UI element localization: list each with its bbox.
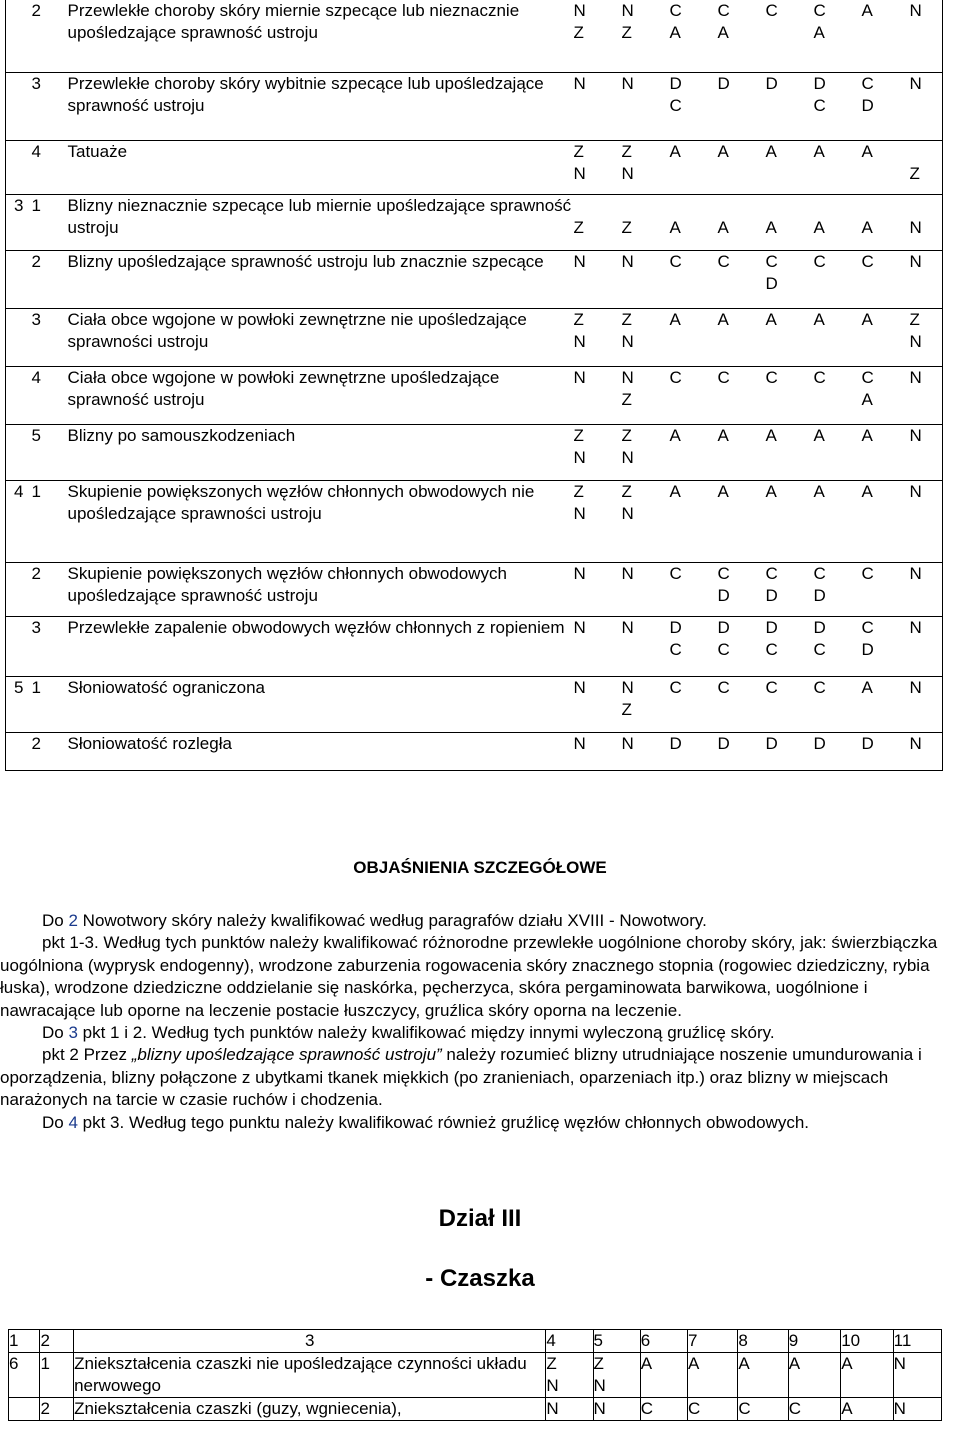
column-header: 5: [593, 1330, 640, 1353]
category-cell: A: [668, 308, 716, 366]
category-cell: A: [812, 424, 860, 480]
category-cell: N Z: [620, 366, 668, 424]
row-number: [6, 308, 32, 366]
row-description: Przewlekłe choroby skóry wybitnie szpecące lub upośledzające sprawność ustroju: [52, 72, 572, 140]
row-description: Przewlekłe choroby skóry miernie szpecące lub nieznacznie upośledzające sprawność ustroju: [52, 0, 572, 72]
category-cell: N: [908, 480, 943, 562]
category-cell: Z: [572, 194, 620, 250]
category-cell: N: [572, 732, 620, 770]
note-2: pkt 1-3. Według tych punktów należy kwalifikować różnorodne przewlekłe uogólnione choroby skóry, jak: świerzbiączka uogólniona (wyprysk endogenny), wrodzone zaburzenia rogowacenia skóry znacznego stopnia (rogowiec dziedziczny, rybia łuska), wrodzone dziedziczne oddzielanie się naskórka, pęcherzyca, skóra pergaminowata barwikowa, uogólnione i nawracające lub oporne na leczenie postacie łuszczycy, gruźlica skóry oporna na leczenie.: [0, 933, 938, 1020]
category-cell: D: [860, 732, 908, 770]
row-number: [6, 366, 32, 424]
category-cell: N: [572, 562, 620, 616]
table-row: [6, 250, 943, 308]
table-row: [9, 1398, 942, 1421]
category-cell: C D: [764, 562, 812, 616]
category-cell: A: [668, 140, 716, 194]
table-row: [6, 0, 943, 72]
category-cell: C: [812, 676, 860, 732]
category-cell: C: [764, 676, 812, 732]
column-header: 2: [40, 1330, 74, 1353]
category-cell: N: [572, 250, 620, 308]
category-cell: Z N: [572, 480, 620, 562]
category-cell: N: [572, 676, 620, 732]
category-cell: C: [716, 250, 764, 308]
row-number: 1: [32, 676, 52, 732]
category-cell: N: [620, 562, 668, 616]
category-cell: N: [893, 1353, 941, 1398]
row-number: 4: [32, 366, 52, 424]
detailed-notes: [0, 910, 950, 1134]
category-cell: C: [788, 1398, 840, 1421]
category-cell: N: [593, 1398, 640, 1421]
category-cell: C: [764, 366, 812, 424]
category-cell: Z: [908, 140, 943, 194]
column-header: 11: [893, 1330, 941, 1353]
category-cell: C: [640, 1398, 687, 1421]
category-cell: Z N: [572, 308, 620, 366]
row-number: 5: [32, 424, 52, 480]
category-cell: Z N: [620, 480, 668, 562]
row-number: 5: [6, 676, 32, 732]
row-number: 4: [6, 480, 32, 562]
table-row: [6, 140, 943, 194]
category-cell: A: [738, 1353, 788, 1398]
category-cell: A: [716, 308, 764, 366]
category-cell: C: [812, 366, 860, 424]
category-cell: N Z: [572, 0, 620, 72]
row-description: Ciała obce wgojone w powłoki zewnętrzne upośledzające sprawność ustroju: [52, 366, 572, 424]
row-number: [6, 732, 32, 770]
category-cell: A: [764, 194, 812, 250]
category-cell: A: [788, 1353, 840, 1398]
category-cell: N: [620, 616, 668, 676]
category-cell: N: [893, 1398, 941, 1421]
row-description: Tatuaże: [52, 140, 572, 194]
column-header: 3: [74, 1330, 546, 1353]
category-cell: N: [908, 616, 943, 676]
column-header: 1: [9, 1330, 40, 1353]
row-number: [6, 424, 32, 480]
row-number: 3: [32, 308, 52, 366]
category-cell: A: [860, 140, 908, 194]
table-row: [6, 562, 943, 616]
table-row: [6, 308, 943, 366]
row-number: 1: [40, 1353, 74, 1398]
category-cell: C: [764, 0, 812, 72]
category-cell: D C: [716, 616, 764, 676]
row-description: Przewlekłe zapalenie obwodowych węzłów chłonnych z ropieniem: [52, 616, 572, 676]
category-cell: A: [860, 194, 908, 250]
category-cell: D C: [812, 616, 860, 676]
category-cell: A: [841, 1398, 893, 1421]
section-subtitle: - Czaszka: [425, 1265, 535, 1292]
row-number: 2: [32, 732, 52, 770]
row-number: [6, 562, 32, 616]
category-cell: A: [764, 424, 812, 480]
table-row: [6, 676, 943, 732]
category-cell: A: [860, 424, 908, 480]
category-cell: N: [620, 732, 668, 770]
category-cell: C D: [716, 562, 764, 616]
category-cell: Z N: [572, 424, 620, 480]
table-row: [6, 732, 943, 770]
category-cell: C A: [668, 0, 716, 72]
category-cell: C D: [812, 562, 860, 616]
category-cell: A: [812, 140, 860, 194]
category-cell: A: [668, 480, 716, 562]
category-cell: A: [668, 424, 716, 480]
row-number: [6, 616, 32, 676]
category-cell: N: [620, 72, 668, 140]
category-cell: A: [812, 194, 860, 250]
row-description: Skupienie powiększonych węzłów chłonnych obwodowych nie upośledzające sprawności ustroju: [52, 480, 572, 562]
category-cell: N: [908, 562, 943, 616]
row-number: [6, 72, 32, 140]
row-number: 2: [32, 250, 52, 308]
category-cell: N: [908, 424, 943, 480]
category-cell: N: [908, 732, 943, 770]
row-description: Blizny upośledzające sprawność ustroju lub znacznie szpecące: [52, 250, 572, 308]
column-header: 9: [788, 1330, 840, 1353]
category-cell: A: [716, 140, 764, 194]
row-number: 1: [32, 194, 52, 250]
category-cell: C: [812, 250, 860, 308]
category-cell: C A: [716, 0, 764, 72]
category-cell: Z N: [546, 1353, 593, 1398]
row-number: [6, 250, 32, 308]
category-cell: A: [668, 194, 716, 250]
category-cell: C: [687, 1398, 737, 1421]
row-number: [9, 1398, 40, 1421]
note-4: pkt 2 Przez „blizny upośledzające sprawność ustroju” należy rozumieć blizny utrudniające noszenie umundurowania i oporządzenia, blizny połączone z ubytkami tkanek miękkich (po zranieniach, oparzeniach itp.) oraz blizny w miejscach narażonych na tarcie w czasie ruchów i chodzenia.: [0, 1045, 922, 1110]
category-cell: A: [764, 308, 812, 366]
category-cell: C: [738, 1398, 788, 1421]
row-description: Słoniowatość rozległa: [52, 732, 572, 770]
category-cell: Z: [620, 194, 668, 250]
category-cell: Z N: [620, 308, 668, 366]
category-cell: D C: [764, 616, 812, 676]
row-description: Blizny nieznacznie szpecące lub miernie upośledzające sprawność ustroju: [52, 194, 572, 250]
note-1: Do 2 Nowotwory skóry należy kwalifikować według paragrafów działu XVIII - Nowotwory.: [42, 911, 707, 930]
category-cell: D C: [668, 72, 716, 140]
qualification-table: [5, 0, 943, 771]
row-description: Zniekształcenia czaszki nie upośledzające czynności układu nerwowego: [74, 1353, 546, 1398]
table-row: [6, 72, 943, 140]
category-cell: C: [668, 676, 716, 732]
category-cell: N Z: [620, 676, 668, 732]
row-description: Skupienie powiększonych węzłów chłonnych obwodowych upośledzające sprawność ustroju: [52, 562, 572, 616]
category-cell: C: [668, 250, 716, 308]
category-cell: C: [668, 562, 716, 616]
category-cell: N: [546, 1398, 593, 1421]
category-cell: Z N: [620, 424, 668, 480]
category-cell: C: [668, 366, 716, 424]
row-number: 6: [9, 1353, 40, 1398]
category-cell: D: [668, 732, 716, 770]
category-cell: N: [908, 72, 943, 140]
category-cell: N: [908, 0, 943, 72]
category-cell: A: [860, 0, 908, 72]
category-cell: C D: [764, 250, 812, 308]
category-cell: A: [860, 480, 908, 562]
category-cell: Z N: [572, 140, 620, 194]
category-cell: N: [908, 194, 943, 250]
row-description: Zniekształcenia czaszki (guzy, wgniecenia),: [74, 1398, 546, 1421]
notes-heading: OBJAŚNIENIA SZCZEGÓŁOWE: [353, 858, 607, 877]
category-cell: C: [860, 562, 908, 616]
category-cell: N: [572, 72, 620, 140]
category-cell: C: [716, 676, 764, 732]
category-cell: A: [764, 140, 812, 194]
row-number: 3: [32, 616, 52, 676]
category-cell: N: [572, 366, 620, 424]
table-row: [9, 1353, 942, 1398]
category-cell: D C: [668, 616, 716, 676]
category-cell: D: [764, 732, 812, 770]
column-header: 8: [738, 1330, 788, 1353]
category-cell: C D: [860, 616, 908, 676]
note-5: Do 4 pkt 3. Według tego punktu należy kwalifikować również gruźlicę węzłów chłonnych obwodowych.: [42, 1112, 810, 1132]
category-cell: D C: [812, 72, 860, 140]
category-cell: A: [716, 480, 764, 562]
category-cell: A: [860, 308, 908, 366]
row-number: [6, 0, 32, 72]
row-description: Słoniowatość ograniczona: [52, 676, 572, 732]
table-row: [6, 366, 943, 424]
category-cell: A: [716, 194, 764, 250]
category-cell: D: [716, 732, 764, 770]
table-row: [6, 424, 943, 480]
row-number: 2: [40, 1398, 74, 1421]
category-cell: N: [908, 676, 943, 732]
section-title: Dział III: [438, 1205, 522, 1232]
category-cell: N: [620, 250, 668, 308]
category-cell: A: [764, 480, 812, 562]
category-cell: A: [860, 676, 908, 732]
category-cell: Z N: [593, 1353, 640, 1398]
category-cell: Z N: [620, 140, 668, 194]
category-cell: C A: [812, 0, 860, 72]
column-header: 7: [687, 1330, 737, 1353]
category-cell: D: [716, 72, 764, 140]
category-cell: C: [860, 250, 908, 308]
row-number: [6, 140, 32, 194]
category-cell: N: [908, 250, 943, 308]
category-cell: C D: [860, 72, 908, 140]
category-cell: A: [640, 1353, 687, 1398]
note-3: Do 3 pkt 1 i 2. Według tych punktów należy kwalifikować między innymi wyleczoną gruźlicę skóry.: [42, 1023, 775, 1043]
row-number: 4: [32, 140, 52, 194]
row-number: 2: [32, 0, 52, 72]
category-cell: C: [716, 366, 764, 424]
column-header: 10: [841, 1330, 893, 1353]
table-row: [6, 194, 943, 250]
category-cell: N Z: [620, 0, 668, 72]
row-number: 3: [32, 72, 52, 140]
category-cell: A: [841, 1353, 893, 1398]
category-cell: N: [572, 616, 620, 676]
table-row: [6, 616, 943, 676]
column-header: 6: [640, 1330, 687, 1353]
category-cell: A: [812, 480, 860, 562]
category-cell: D: [812, 732, 860, 770]
row-description: Ciała obce wgojone w powłoki zewnętrzne nie upośledzające sprawności ustroju: [52, 308, 572, 366]
row-number: 1: [32, 480, 52, 562]
row-number: 2: [32, 562, 52, 616]
skull-table: [8, 1329, 942, 1421]
category-cell: Z N: [908, 308, 943, 366]
category-cell: C A: [860, 366, 908, 424]
category-cell: A: [812, 308, 860, 366]
table-row: [6, 480, 943, 562]
category-cell: A: [716, 424, 764, 480]
column-header: 4: [546, 1330, 593, 1353]
row-number: 3: [6, 194, 32, 250]
row-description: Blizny po samouszkodzeniach: [52, 424, 572, 480]
category-cell: D: [764, 72, 812, 140]
category-cell: A: [687, 1353, 737, 1398]
category-cell: N: [908, 366, 943, 424]
